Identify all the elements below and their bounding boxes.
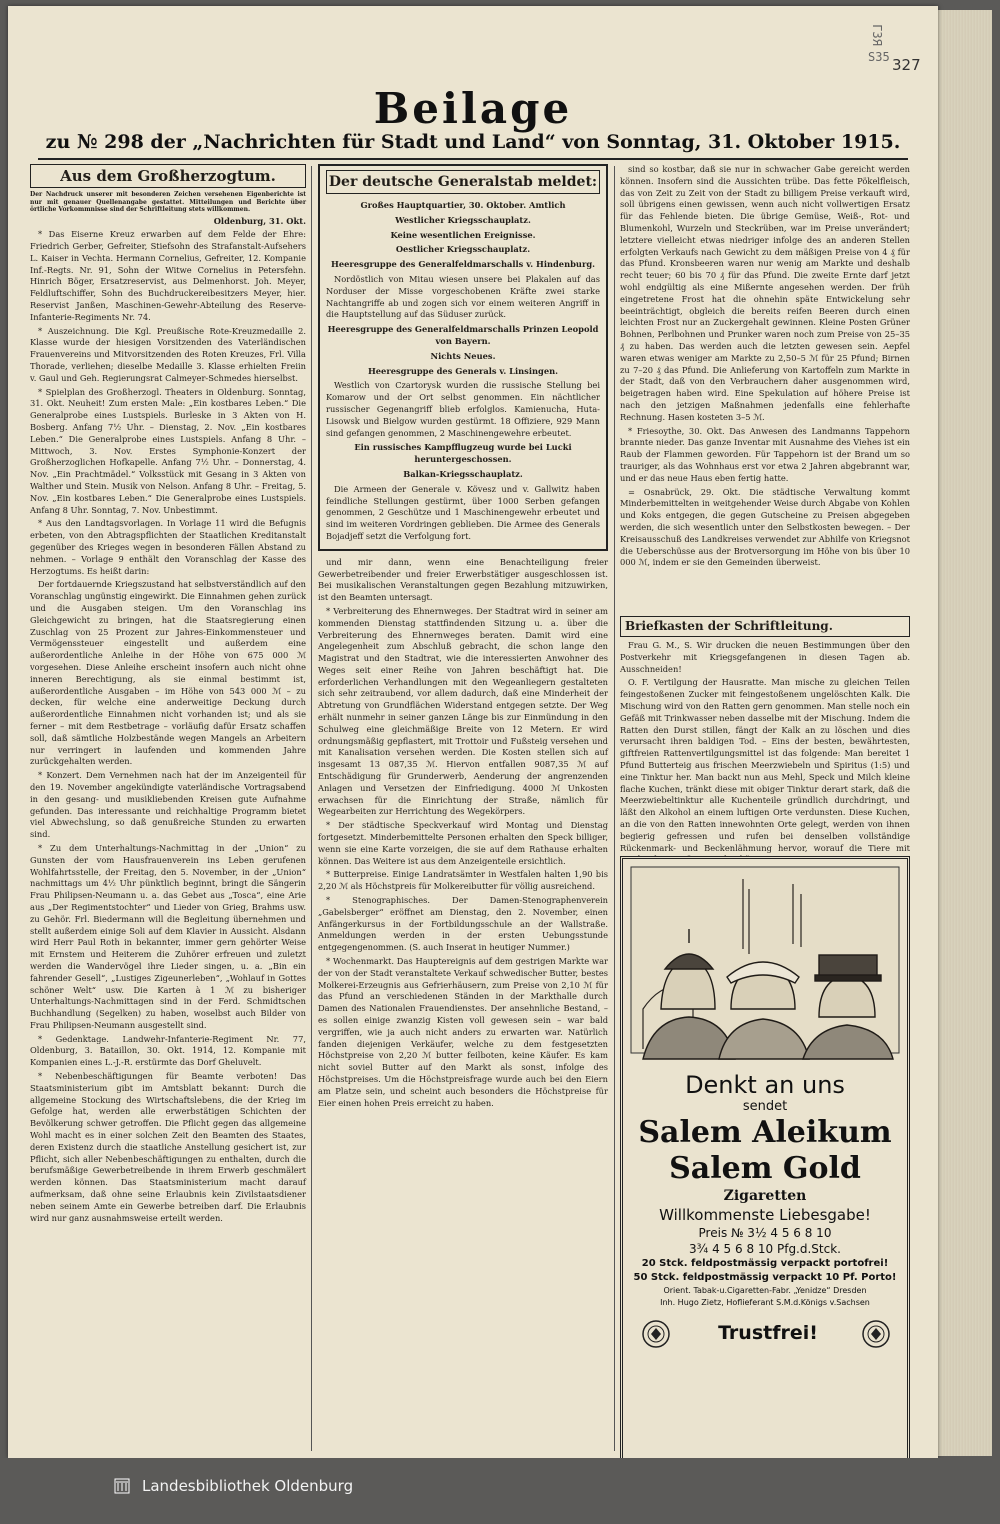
ad-slogan: Willkommenste Liebesgabe!	[659, 1206, 871, 1224]
inventory-mark: S35	[868, 50, 890, 64]
article-paragraph: * Butterpreise. Einige Landratsämter in Westfalen halten 1,90 bis 2,20 ℳ als Höchstpreis für Molkereibutter für völlig ausreichend.	[318, 869, 608, 892]
report-paragraph: Keine wesentlichen Ereignisse.	[390, 229, 536, 240]
seal-icon	[861, 1319, 891, 1349]
header-rule	[38, 158, 908, 160]
report-paragraph: Oestlicher Kriegsschauplatz.	[395, 244, 531, 255]
letter-paragraph: Frau G. M., S. Wir drucken die neuen Bestimmungen über den Postverkehr mit Kriegsgefangenen in diesen Tagen ab. Ausschneiden!	[620, 640, 910, 674]
column-3	[620, 164, 910, 1454]
ad-price-row-2: 3¾ 4 5 6 8 10 Pfg.d.Stck.	[689, 1242, 841, 1256]
article-paragraph: Der fortdauernde Kriegszustand hat selbstverständlich auf den Voranschlag ungünstig eingewirkt. Die Einnahmen gehen zurück und die Ausgaben steigen. Um den Voranschlag ins Gleichgewicht zu bringen, hat die Staatsregierung einen Zuschlag von 25 Prozent zur Jahres-Einkommensteuer und Vermögenssteuer eingestellt und außerdem eine außerordentliche Anleihe in der Höhe von 675 000 ℳ vorgesehen. Diese Anleihe erscheint insofern auch nicht ohne inneren Berechtigung, als sie einmal bestimmt ist, außerordentliche Ausgaben – im Höhe von 543 000 ℳ – zu decken, für welche eine anderweitige Deckung durch außerordentliche Einnahmen nicht vorhanden ist; und als sie ferner – mit dem Restbetrage – vorläufig dafür Ersatz schaffen soll, daß sämtliche Holzbestände wegen Mangels an Arbeitern nur verringert in laufenden und kommenden Jahre zurückgehalten werden.	[30, 579, 306, 767]
article-paragraph: * Nebenbeschäftigungen für Beamte verboten! Das Staatsministerium gibt im Amtsblatt bekannt: Durch die allgemeine Stockung des Wirtschaftslebens, die der Krieg im Gefolge hat, werden alle erwerbstätigen Schichten der Bevölkerung schwer getroffen. Die Pflicht gegen das allgemeine Wohl macht es in einer solchen Zeit den Beamten des Staates, deren Existenz durch die staatliche Anstellung gesichert ist, zur Pflicht, sich aller Nebenbeschäftigungen zu enthalten, durch die berufsmäßige Gewerbetreibende in ihrem Erwerb geschmälert werden können. Das Staatsministerium macht darauf aufmerksam, daß ohne seine Erlaubnis kein Zivilstaatsdiener neben seinem Amte ein Gewerbe betreiben darf. Die Erlaubnis wird nur ganz ausnahmsweise erteilt werden.	[30, 1071, 306, 1223]
cigarette-advertisement	[620, 856, 910, 1462]
ad-offer-2: 50 Stck. feldpostmässig verpackt 10 Pf. Porto!	[633, 1272, 897, 1283]
briefkasten-list	[620, 640, 910, 853]
report-paragraph: Westlicher Kriegsschauplatz.	[395, 214, 531, 225]
column-2	[318, 164, 608, 1454]
report-paragraph: Ein russisches Kampfflugzeug wurde bei Lucki heruntergeschossen.	[354, 442, 572, 465]
article-paragraph: * Spielplan des Großherzogl. Theaters in Oldenburg. Sonntag, 31. Okt. Neuheit! Zum ersten Male: „Ein kostbares Leben.“ Die Generalprobe eines Lustspiels. Burleske in 3 Akten von H. Bosberg. Anfang 7½ Uhr. – Dienstag, 2. Nov. „Ein kostbares Leben.“ Die Generalprobe eines Lustspiels. Anfang 8 Uhr. – Mittwoch, 3. Nov. Erstes Symphonie-Konzert der Großherzoglichen Hofkapelle. Anfang 7½ Uhr. – Donnerstag, 4. Nov. „Ein Prachtmädel.“ Volksstück mit Gesang in 3 Akten von Walther und Stein. Musik von Nelson. Anfang 8 Uhr. – Freitag, 5. Nov. „Ein kostbares Leben.“ Die Generalprobe eines Lustspiels. Anfang 8 Uhr. Sonntag, 7. Nov. Unbestimmt.	[30, 386, 306, 515]
report-paragraph: Balkan-Kriegsschauplatz.	[403, 468, 523, 479]
article-paragraph: * Gedenktage. Landwehr-Infanterie-Regiment Nr. 77, Oldenburg, 3. Bataillon, 30. Okt. 1914, 12. Kompanie mit Kompanien eines L.-J.-R. erstürmte das Dorf Gheluvelt.	[30, 1033, 306, 1068]
ad-brand-1: Salem Aleikum	[638, 1115, 892, 1150]
report-paragraph: Nichts Neues.	[430, 350, 496, 361]
article-list	[30, 229, 306, 1224]
page-subtitle: zu № 298 der „Nachrichten für Stadt und Land“ von Sonntag, 31. Oktober 1915.	[45, 131, 901, 153]
column-divider	[311, 166, 312, 1451]
article-paragraph: * Wochenmarkt. Das Hauptereignis auf dem gestrigen Markte war der von der Stadt veranstaltete Verkauf schwedischer Butter, bestes Molkerei-Erzeugnis aus Gefrierhäusern, zum Preise von 2,10 ℳ für das Pfund an verschiedenen Ständen in der Markthalle durch Damen des Nationalen Frauendienstes. Der ansehnliche Bestand, – es sollen einige zwanzig Kisten voll gewesen sein – war bald vergriffen, wie ja auch nicht anders zu erwarten war. Natürlich fanden diejenigen Verkäufer, welche zu dem festgesetzten Höchstpreise von 2,20 ℳ butter feilboten, keine Käufer. Es kam nicht soviel Butter auf den Markt als sonst, infolge des Höchstpreises. Um die Höchstpreisfrage wurde auch bei den Eiern am Platze sein, und scheint auch besonders die Höchstpreise für Eier einen hohen Preis erreicht zu haben.	[318, 956, 608, 1108]
ad-text-block	[623, 1071, 907, 1359]
report-paragraph: Großes Hauptquartier, 30. Oktober. Amtlich	[360, 200, 566, 210]
article-paragraph: * Aus den Landtagsvorlagen. In Vorlage 11 wird die Befugnis erbeten, von den Abtragspflichten der Staatlichen Kreditanstalt gegenüber des Krieges wegen in besonderen Fällen Abstand zu nehmen. – Vorlage 9 enthält den Voranschlag der Kasse des Herzogtums. Es heißt darin:	[30, 518, 306, 576]
column-divider	[614, 166, 615, 1451]
article-paragraph: * Konzert. Dem Vernehmen nach hat der im Anzeigenteil für den 19. November angekündigte vaterländische Vortragsabend in den gesang- und musikliebenden Kreisen gute Aufnahme gefunden. Das interessante und reichhaltige Programm bietet viel Abwechslung, so daß genußreiche Stunden zu erwarten sind.	[30, 770, 306, 840]
section-heading: Aus dem Großherzogtum.	[60, 167, 276, 185]
article-paragraph: * Der städtische Speckverkauf wird Montag und Dienstag fortgesetzt. Minderbemittelte Personen erhalten den Speck billiger, wenn sie eine Karte vorzeigen, die sie auf dem Rathause erhalten können. Das Weitere ist aus dem Anzeigenteile ersichtlich.	[318, 820, 608, 866]
report-paragraph: Heeresgruppe des Generals v. Linsingen.	[367, 365, 559, 376]
ad-maker-2: Inh. Hugo Zietz, Hoflieferant S.M.d.Königs v.Sachsen	[660, 1298, 870, 1307]
article-paragraph: * Auszeichnung. Die Kgl. Preußische Rote-Kreuzmedaille 2. Klasse wurde der hiesigen Vorsitzenden des Vaterländischen Frauenvereins und Mitvorsitzenden des Roten Kreuzes, Frl. Villa Thorade, verliehen; dieselbe Medaille 3. Klasse erhielten Freiin v. Gaul und Geh. Regierungsrat Calmeyer-Schmedes hierselbst.	[30, 325, 306, 383]
soldiers-illustration	[623, 859, 907, 1059]
generalstab-box	[318, 164, 608, 551]
article-paragraph: * Zu dem Unterhaltungs-Nachmittag in der „Union“ zu Gunsten der vom Hausfrauenverein ins Leben gerufenen Wohlfahrtsstelle, der Freitag, den 5. November, in der „Union“ nachmittags um 4½ Uhr pünktlich beginnt, bringt die Sängerin Frau Philipsen-Neumann u. a. das Gebet aus „Tosca“, eine Arie aus „Der Regimentstochter“ und Lieder von Grieg, Brahms usw. zu Gehör. Frl. Biedermann will die Begleitung übernehmen und stellt außerdem einige Soli auf dem Klavier in Aussicht. Alsdann wird Herr Paul Roth in bekannter, immer gern gehörter Weise mit Ernstem und Heiterem die Zuhörer erfreuen und zuletzt werden die Wandervögel ihre Lieder singen, u. a. „Bin ein fahrender Gesell“, „Lustiges Zigeunerleben“, „Wohlauf in Gottes schöner Welt“ usw. Die Karten à 1 ℳ zu bisheriger Unterhaltungs-Nachmittagen sind in der Ferd. Schmidtschen Buchhandlung (Segelken) zu haben, woselbst auch Bilder von Frau Philipsen-Neumann ausgestellt sind.	[30, 842, 306, 1030]
generalstab-report	[326, 200, 600, 543]
ad-product: Zigaretten	[723, 1188, 807, 1204]
generalstab-title-box	[326, 170, 600, 194]
newspaper-page	[8, 6, 938, 1458]
report-paragraph: Westlich von Czartorysk wurden die russische Stellung bei Komarow und der Ort selbst genommen. Ein nächtlicher russischer Gegenangriff blieb erfolglos. Kamienucha, Huta-Lisowsk und Bielgow wurden gestürmt. 18 Offiziere, 929 Mann sind gefangen genommen, 2 Maschinengewehre erbeutet.	[326, 380, 600, 438]
report-paragraph: Heeresgruppe des Generalfeldmarschalls Prinzen Leopold von Bayern.	[327, 324, 599, 346]
ad-headline: Denkt an uns	[685, 1071, 845, 1099]
briefkasten-heading: Briefkasten der Schriftleitung.	[625, 619, 833, 633]
ad-tagline: Trustfrei!	[718, 1322, 818, 1344]
library-name: Landesbibliothek Oldenburg	[142, 1477, 354, 1495]
reprint-notice: Der Nachdruck unserer mit besonderen Zeichen versehenen Eigenberichte ist nur mit genauer Quellenangabe gestattet. Mitteilungen und Berichte über örtliche Vorkommnisse sind der Schriftleitung stets willkommen.	[30, 191, 306, 213]
ad-offer-1: 20 Stck. feldpostmässig verpackt portofrei!	[641, 1258, 889, 1269]
generalstab-title: Der deutsche Generalstab meldet:	[328, 174, 598, 190]
briefkasten-header-box	[620, 616, 910, 637]
article-list	[318, 557, 608, 1110]
inventory-mark: ГЗЯ	[869, 24, 884, 46]
page-number: 327	[892, 56, 921, 74]
article-list	[620, 164, 910, 612]
ad-brand-2: Salem Gold	[669, 1151, 861, 1186]
article-paragraph: * Friesoythe, 30. Okt. Das Anwesen des Landmanns Tappehorn brannte nieder. Das ganze Inventar mit Ausnahme des Viehes ist ein Raub der Flammen geworden. Für Tappehorn ist der Brand um so trauriger, als das Wohnhaus erst vor etwa 2 Jahren abgebrannt war, und er das neue Haus eben fertig hatte.	[620, 425, 910, 483]
article-paragraph: * Verbreiterung des Ehnernweges. Der Stadtrat wird in seiner am kommenden Dienstag stattfindenden Sitzung u. a. über die Verbreiterung des Ehnernweges beraten. Damit wird eine Angelegenheit zum Abschluß gebracht, die schon lange den Magistrat und den Stadtrat, wie die interessierten Anwohner des Weges seit einer Reihe von Jahren beschäftigt hat. Die erforderlichen Verhandlungen mit den Wegeanliegern gestalteten sich sehr zeitraubend, vor allem dadurch, daß eine Minderheit der Abtretung von Grundflächen Widerstand entgegen setzte. Der Weg erhält nunmehr in seiner ganzen Länge bis zur Einmündung in den Schulweg eine gleichmäßige Breite von 12 Metern. Er wird ordnungsmäßig gepflastert, mit Trottoir und Fußsteig versehen und mit Kanalisation versehen werden. Die Kosten stellen sich auf insgesamt 13 087,35 ℳ. Hiervon entfallen 9087,35 ℳ auf Entschädigung für Grunderwerb, Aenderung der angrenzenden Anlagen und Versetzen der Einfriedigung. 4000 ℳ Unkosten erwachsen für die Einrichtung der Straße, nämlich für Wegearbeiten zur Herrichtung des Wegekörpers.	[318, 605, 608, 817]
seal-icon	[641, 1319, 671, 1349]
ad-price-row-1: Preis № 3½ 4 5 6 8 10	[698, 1226, 832, 1240]
library-building-icon	[114, 1478, 130, 1494]
report-paragraph: Nordöstlich von Mitau wiesen unsere bei Plakalen auf das Norduser der Misse vorgeschobenen Kräfte zwei starke Nachtangriffe ab und zogen sich vor einem weiteren Angriff in die Hauptstellung auf das Süduser zurück.	[326, 273, 600, 320]
book-page-edges	[938, 10, 992, 1456]
letter-paragraph: O. F. Vertilgung der Hausratte. Man mische zu gleichen Teilen feingestoßenen Zucker mit feingestoßenem ungelöschten Kalk. Die Mischung wird von den Ratten gern genommen. Man stelle noch ein Gefäß mit Trinkwasser neben dasselbe mit der Mischung. Indem die Ratten den Durst stillen, fängt der Kalk an zu löschen und dies verursacht ihren baldigen Tod. – Eins der besten, bewährtesten, giftfreien Rattenvertilgungsmittel ist das folgende: Man bereitet 1 Pfund Butterteig aus frischen Meerzwiebeln und Spiritus (1:5) und eine Tinktur her. Man backt nun aus Mehl, Speck und Milch kleine flache Kuchen, tränkt diese mit obiger Tinktur derart stark, daß die Meerzwiebeltinktur alle Kuchenteile gründlich durchdringt, und läßt den Alkohol an einem luftigen Orte verdunsten. Diese Kuchen, an die von den Ratten innewohnten Orte gelegt, werden von ihnen begierig gefressen und rufen bei denselben vollständige Rückenmark- und Beckenlähmung hervor, worauf die Tiere mit	[620, 677, 910, 853]
ad-maker-1: Orient. Tabak-u.Cigaretten-Fabr. „Yenidze“ Dresden	[663, 1286, 867, 1295]
column-1	[30, 164, 306, 1454]
report-paragraph: Die Armeen der Generale v. Kövesz und v. Gallwitz haben feindliche Stellungen gestürmt, über 1000 Serben gefangen genommen, 2 Geschütze und 1 Maschinengewehr erbeutet und sind im weiteren Vordringen geblieben. Die Armee des Generals Bojadjeff setzt die Verfolgung fort.	[326, 483, 600, 541]
article-paragraph: * Das Eiserne Kreuz erwarben auf dem Felde der Ehre: Friedrich Gerber, Gefreiter, Stiefsohn des Strafanstalt-Aufsehers L. Kaiser in Vechta. Hermann Cornelius, Gefreiter, 12. Kompanie Inf.-Regts. Nr. 91, Sohn der Witwe Cornelius in Petersfehn. Hinrich Böger, Ersatzreservist, aus Delmenhorst. Joh. Meyer, Feldluftschiffer, Sohn des Buchdruckereibesitzers Meyer, hier. Reservist Janßen, Maschinen-Gewehr-Abteilung des Reserve-Infanterie-Regiments Nr. 74.	[30, 229, 306, 322]
article-paragraph: und mir dann, wenn eine Benachteiligung freier Gewerbetreibender und freier Erwerbstätiger ausgeschlossen ist. Bei musikalischen Veranstaltungen gegen Bezahlung mitzuwirken, ist den Beamten untersagt.	[318, 556, 608, 603]
report-paragraph: Heeresgruppe des Generalfeldmarschalls v. Hindenburg.	[330, 259, 596, 270]
dateline: Oldenburg, 31. Okt.	[213, 215, 306, 226]
article-paragraph: * Stenographisches. Der Damen-Stenographenverein „Gabelsberger“ eröffnet am Dienstag, den 2. November, einen Anfängerkursus in der Fortbildungsschule an der Wallstraße. Anmeldungen werden in der ersten Uebungsstunde entgegengenommen. (S. auch Inserat in heutiger Nummer.)	[318, 895, 608, 953]
article-paragraph: = Osnabrück, 29. Okt. Die städtische Verwaltung kommt Minderbemittelten in weitgehender Weise durch Abgabe von Kohlen und Koks entgegen, die gegen Gutscheine zu Preisen abgegeben werden, die sich wesentlich unter den Selbstkosten bewegen. – Der Kreisausschuß des Landkreises verwendet zur Abhilfe von Kriegsnot die Ueberschüsse aus der Brotversorgung im Höhe von bis über 10 000 ℳ, indem er sie den Gemeinden überweist.	[620, 486, 910, 568]
ad-subline: sendet	[742, 1099, 788, 1114]
page-title: Beilage	[373, 84, 573, 133]
section-header-box	[30, 164, 306, 188]
ad-footer-row	[623, 1315, 907, 1359]
article-paragraph: sind so kostbar, daß sie nur in schwacher Gabe gereicht werden können. Insofern sind die Aussichten trübe. Das fette Pökelfleisch, das von Zeit zu Zeit von der Stadt zu billigem Preise verkauft wird, soll übrigens einen gewissen, wenn auch nicht vollwertigen Ersatz für das Fehlende bieten. Die übrige Gemüse, Weiß-, Rot- und Blumenkohl, Wurzeln und Steckrüben, war im Preise unverändert; letztere vielleicht etwas niedriger infolge des an anderen Stellen erfolgten Verkaufs nach Gewicht zu dem mäßigen Preise von 4 ₰ für das Pfund. Kronsbeeren waren nur wenig am Markte und deshalb recht teuer; 60 bis 70 ₰ für das Pfund. Die zweite Ernte darf jetzt wohl endgültig als eine Mißernte angesehen werden. Der früh eingetretene Frost hat die ohnehin späte Entwickelung sehr beeinträchtigt, obgleich die bereits reifen Beeren durch einen leichten Frost nur an Zuckergehalt gewinnen. Kleine Posten Grüner Bohnen, Perlbohnen und Prunker waren noch zum Preise von 25–35 ₰ zu haben. Das werden auch die letzten gewesen sein. Aepfel waren etwas weniger am Markte zu 2,50–5 ℳ für 25 Pfund; Birnen zu 7–20 ₰ das Pfund. Die Anlieferung von Kartoffeln zum Markte in der Stadt, daß von den Verbrauchern daher ausgenommen wird, beigetragen haben wird. Eine Spekulation auf höhere Preise ist nach den jetzigen Maßnahmen jedenfalls eine fehlerhafte Rechnung. Hasen kosteten 3–5 ℳ.	[620, 164, 910, 422]
